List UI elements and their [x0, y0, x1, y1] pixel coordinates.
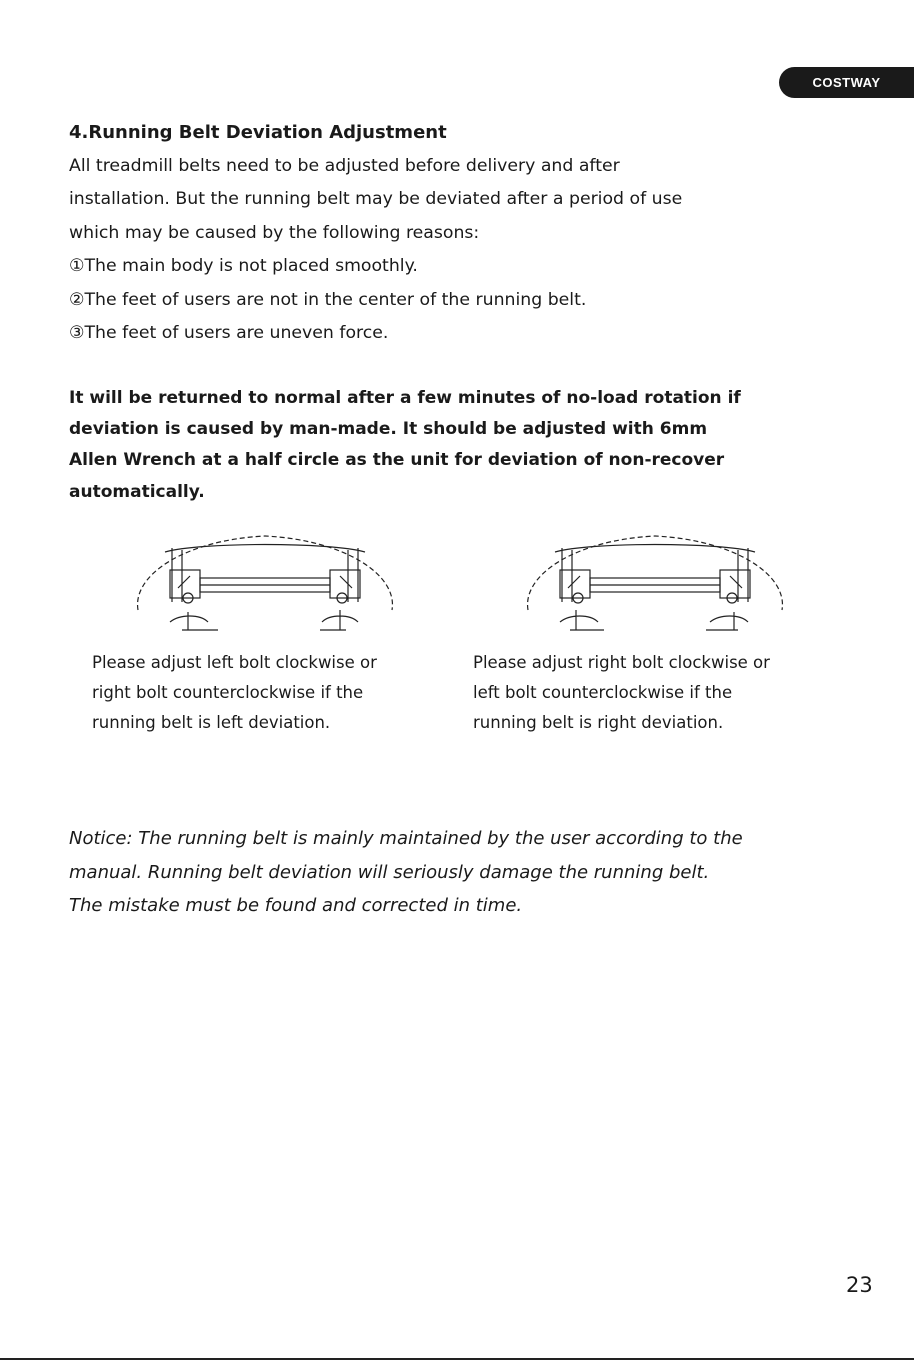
- intro-line-1: All treadmill belts need to be adjusted before delivery and after: [69, 156, 620, 176]
- bottom-rule: [0, 1358, 914, 1360]
- intro-line-2: installation. But the running belt may be deviated after a period of use: [69, 189, 683, 209]
- warning-line-4: automatically.: [69, 482, 205, 502]
- view-outline: [138, 536, 393, 610]
- reason-2: ②The feet of users are not in the center of the running belt.: [69, 290, 587, 310]
- reason-1: ①The main body is not placed smoothly.: [69, 256, 418, 276]
- caption-left-2: right bolt counterclockwise if the: [92, 683, 364, 702]
- view-outline: [528, 536, 783, 610]
- costway-logo: [779, 67, 914, 98]
- caption-right-2: left bolt counterclockwise if the: [473, 683, 733, 702]
- caption-right-3: running belt is right deviation.: [473, 713, 724, 732]
- logo-text: COSTWAY: [812, 75, 881, 90]
- notice-line-1: Notice: The running belt is mainly maintained by the user according to the: [69, 828, 743, 849]
- warning-line-2: deviation is caused by man-made. It should be adjusted with 6mm: [69, 419, 708, 439]
- left-deviation-diagram: [130, 530, 400, 642]
- notice-line-2: manual. Running belt deviation will seriously damage the running belt.: [69, 862, 710, 883]
- warning-line-3: Allen Wrench at a half circle as the unit for deviation of non-recover: [69, 450, 725, 470]
- reason-3: ③The feet of users are uneven force.: [69, 323, 389, 343]
- section-title: 4.Running Belt Deviation Adjustment: [69, 122, 447, 143]
- intro-line-3: which may be caused by the following reasons:: [69, 223, 480, 243]
- warning-line-1: It will be returned to normal after a few minutes of no-load rotation if: [69, 388, 741, 408]
- caption-left-3: running belt is left deviation.: [92, 713, 331, 732]
- caption-right-1: Please adjust right bolt clockwise or: [473, 653, 770, 672]
- right-deviation-diagram: [520, 530, 790, 642]
- caption-left-1: Please adjust left bolt clockwise or: [92, 653, 377, 672]
- page-number: 23: [846, 1273, 873, 1297]
- right-wrench-icon: [706, 612, 748, 630]
- left-wrench-icon: [170, 612, 218, 630]
- notice-line-3: The mistake must be found and corrected in time.: [69, 895, 523, 916]
- right-wrench-icon: [320, 610, 358, 630]
- left-wrench-icon: [560, 610, 604, 630]
